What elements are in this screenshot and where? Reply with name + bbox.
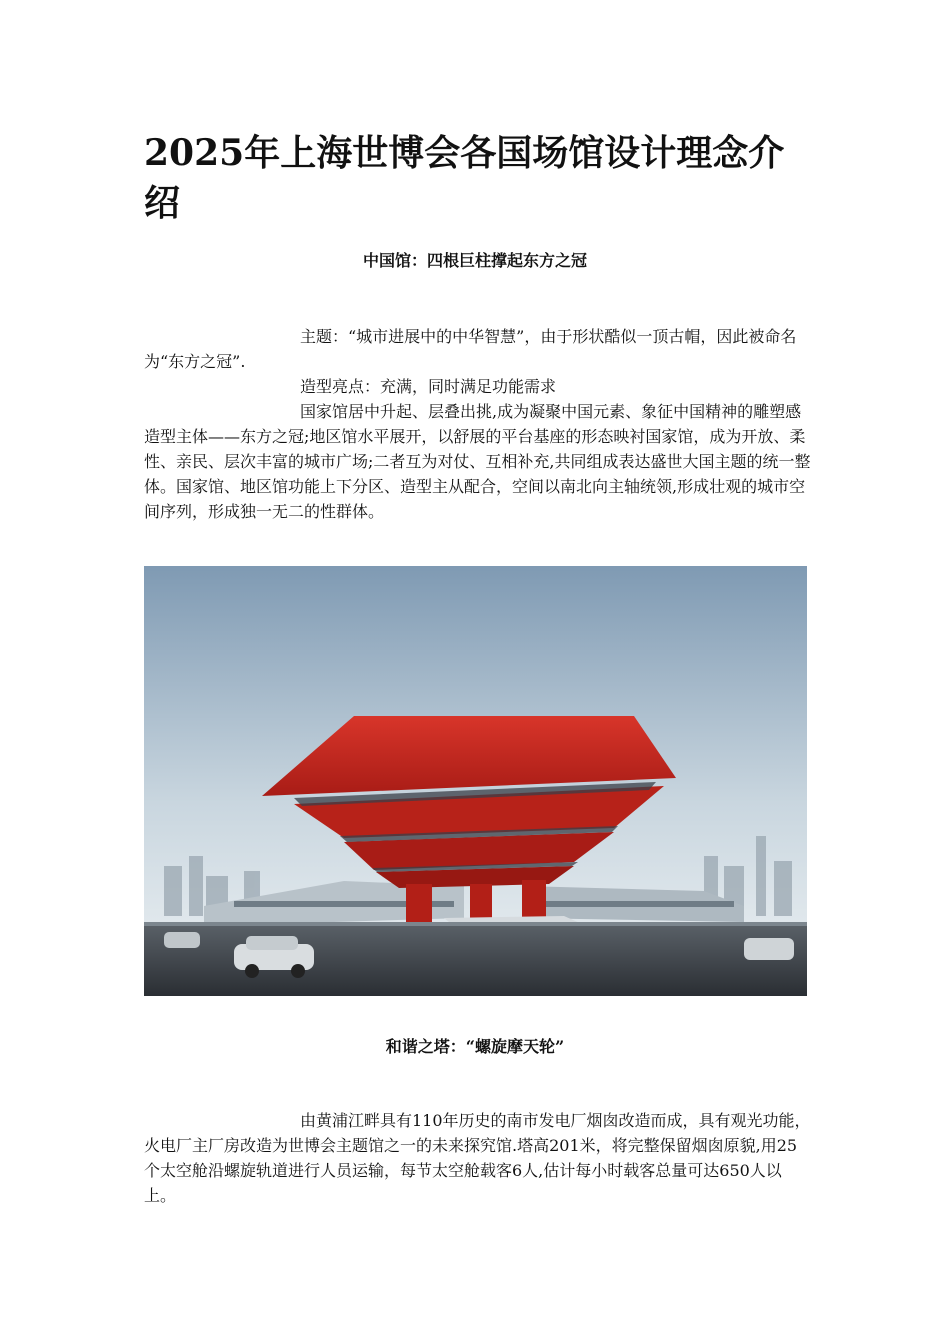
section-body-harmony-tower xyxy=(144,1108,812,1208)
page-title: 2025年上海世博会各国场馆设计理念介绍 xyxy=(144,132,785,224)
paragraph-description: 国家馆居中升起、层叠出挑,成为凝聚中国元素、象征中国精神的雕塑感造型主体——东方之冠;地区馆水平展开，以舒展的平台基座的形态映衬国家馆，成为开放、柔性、亲民、层次丰富的城市广场;二者互为对仗、互相补充,共同组成表达盛世大国主题的统一整体。国家馆、地区馆功能上下分区、造型主从配合，空间以南北向主轴统领,形成壮观的城市空间序列，形成独一无二的性群体。 xyxy=(144,402,811,521)
section-heading-china-pavilion: 中国馆：四根巨柱撑起东方之冠 xyxy=(362,251,587,270)
paragraph-highlight: 造型亮点：充满，同时满足功能需求 xyxy=(300,377,557,396)
section-body-china-pavilion xyxy=(144,324,812,524)
section-heading-harmony-tower: 和谐之塔：“螺旋摩天轮” xyxy=(385,1037,565,1056)
china-pavilion-photo xyxy=(144,566,807,996)
paragraph-tower-description: 由黄浦江畔具有110年历史的南市发电厂烟囱改造而成，具有观光功能，火电厂主厂房改造为世博会主题馆之一的未来探究馆.塔高201米，将完整保留烟囱原貌,用25个太空舱沿螺旋轨道进行人员运输，每节太空舱载客6人,估计每小时载客总量可达650人以上。 xyxy=(144,1111,811,1205)
paragraph-theme: 主题：“城市进展中的中华智慧”，由于形状酷似一顶古帽，因此被命名为“东方之冠”. xyxy=(144,327,797,371)
